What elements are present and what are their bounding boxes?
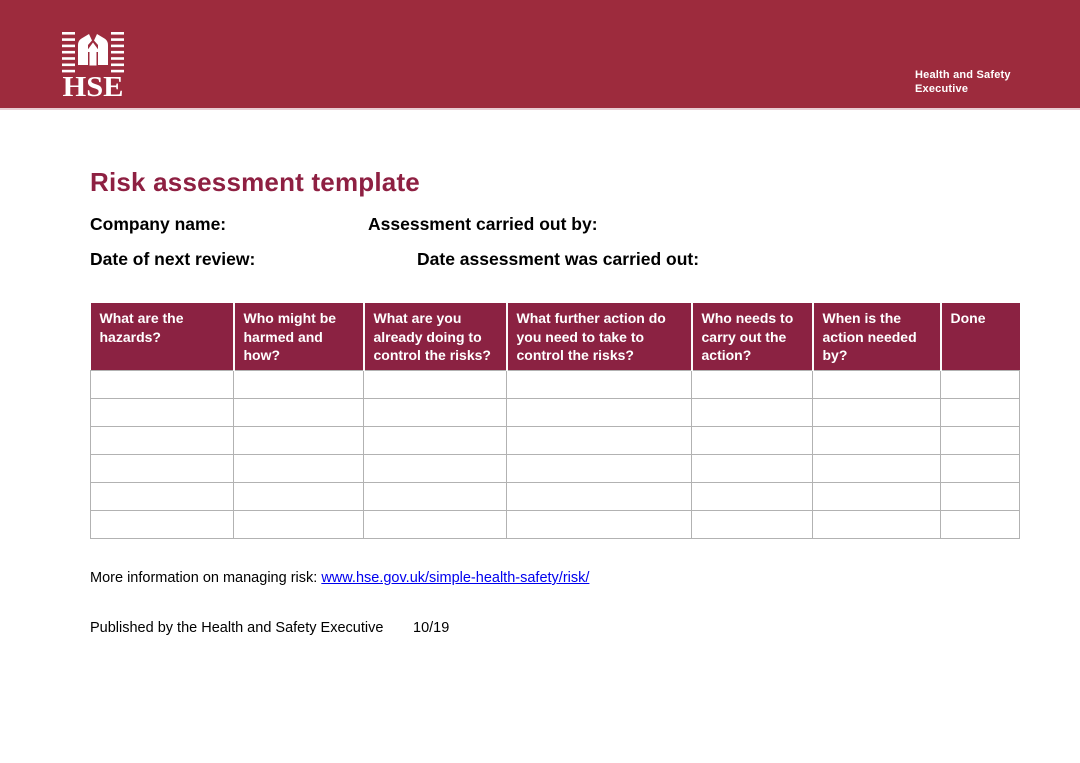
- hse-logo: [62, 32, 124, 100]
- more-info-line: [90, 570, 589, 586]
- table-header-cell: Who needs to carry out the action?: [692, 303, 813, 370]
- table-header-cell: What are the hazards?: [91, 303, 234, 370]
- next-review-label: Date of next review:: [90, 249, 256, 269]
- table-cell[interactable]: [91, 398, 234, 426]
- table-cell[interactable]: [91, 426, 234, 454]
- table-cell[interactable]: [364, 510, 507, 538]
- table-cell[interactable]: [941, 482, 1020, 510]
- company-name-label: Company name:: [90, 214, 227, 234]
- table-cell[interactable]: [364, 370, 507, 398]
- risk-assessment-table: [90, 303, 1020, 539]
- table-header-cell: Done: [941, 303, 1020, 370]
- table-cell[interactable]: [234, 454, 364, 482]
- more-info-prefix: More information on managing risk:: [90, 570, 322, 586]
- more-info-link[interactable]: www.hse.gov.uk/simple-health-safety/risk/: [321, 570, 590, 586]
- table-header-cell: What further action do you need to take to control the risks?: [507, 303, 692, 370]
- assessment-by-label: Assessment carried out by:: [368, 214, 598, 234]
- table-cell[interactable]: [507, 482, 692, 510]
- table-cell[interactable]: [941, 398, 1020, 426]
- table-cell[interactable]: [234, 370, 364, 398]
- table-cell[interactable]: [91, 510, 234, 538]
- published-text: Published by the Health and Safety Executive: [90, 620, 384, 636]
- table-cell[interactable]: [692, 426, 813, 454]
- table-cell[interactable]: [692, 454, 813, 482]
- table-row: [91, 426, 1020, 454]
- table-cell[interactable]: [692, 510, 813, 538]
- table-cell[interactable]: [941, 510, 1020, 538]
- table-row: [91, 370, 1020, 398]
- table-cell[interactable]: [813, 482, 941, 510]
- header-banner: [0, 0, 1080, 110]
- table-row: [91, 398, 1020, 426]
- org-name-line1: Health and Safety: [915, 69, 1011, 81]
- table-header-cell: What are you already doing to control the risks?: [364, 303, 507, 370]
- table-cell[interactable]: [941, 454, 1020, 482]
- table-cell[interactable]: [692, 482, 813, 510]
- table-cell[interactable]: [507, 426, 692, 454]
- table-cell[interactable]: [813, 454, 941, 482]
- table-cell[interactable]: [507, 510, 692, 538]
- table-header-row: [91, 303, 1020, 370]
- table-header-cell: When is the action needed by?: [813, 303, 941, 370]
- table-cell[interactable]: [364, 398, 507, 426]
- org-name-line2: Executive: [915, 83, 969, 95]
- hse-logo-icon: [62, 32, 124, 100]
- table-cell[interactable]: [507, 370, 692, 398]
- assessment-date-label: Date assessment was carried out:: [417, 249, 700, 269]
- page-title: Risk assessment template: [90, 167, 420, 197]
- table-cell[interactable]: [813, 370, 941, 398]
- table-row: [91, 510, 1020, 538]
- table-row: [91, 482, 1020, 510]
- table-cell[interactable]: [234, 426, 364, 454]
- table-cell[interactable]: [813, 398, 941, 426]
- table-cell[interactable]: [692, 398, 813, 426]
- published-date: 10/19: [413, 620, 450, 636]
- table-body: [91, 370, 1020, 538]
- table-header-cell: Who might be harmed and how?: [234, 303, 364, 370]
- table-cell[interactable]: [941, 370, 1020, 398]
- table-cell[interactable]: [364, 426, 507, 454]
- table-cell[interactable]: [234, 482, 364, 510]
- table-cell[interactable]: [91, 370, 234, 398]
- table-cell[interactable]: [941, 426, 1020, 454]
- table-cell[interactable]: [234, 510, 364, 538]
- org-name: [915, 68, 1011, 96]
- table-cell[interactable]: [813, 426, 941, 454]
- table-cell[interactable]: [91, 454, 234, 482]
- table-cell[interactable]: [364, 454, 507, 482]
- table-cell[interactable]: [91, 482, 234, 510]
- table-cell[interactable]: [692, 370, 813, 398]
- table-cell[interactable]: [813, 510, 941, 538]
- table-cell[interactable]: [507, 398, 692, 426]
- table-cell[interactable]: [234, 398, 364, 426]
- hse-logo-text: HSE: [62, 71, 124, 100]
- table-cell[interactable]: [364, 482, 507, 510]
- table-row: [91, 454, 1020, 482]
- table-cell[interactable]: [507, 454, 692, 482]
